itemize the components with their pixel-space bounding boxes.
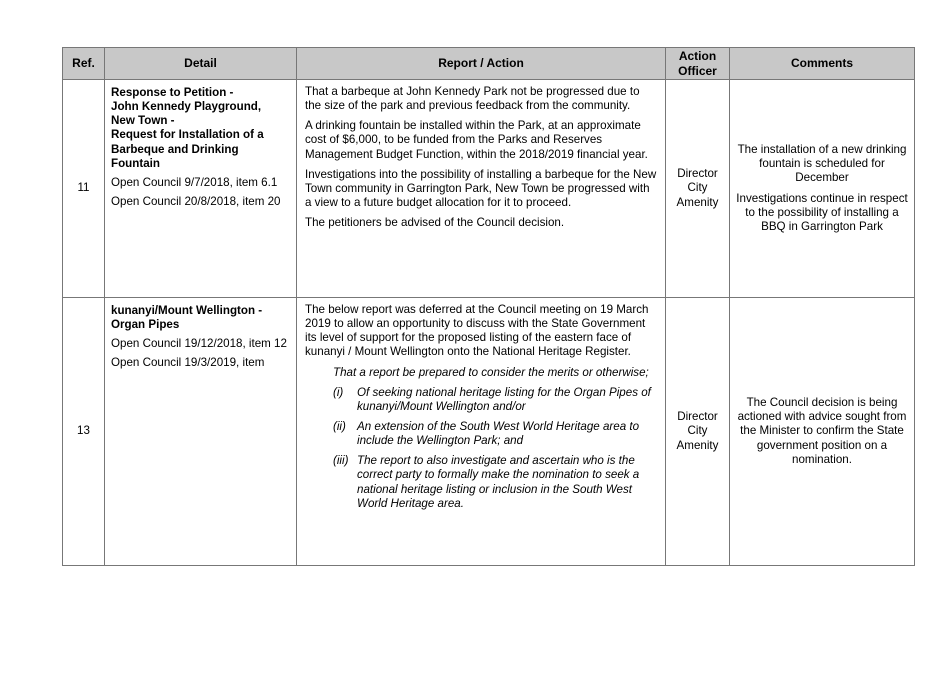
ref-cell: 13 [63,298,105,566]
report-action-cell [297,80,666,298]
ref-cell: 11 [63,80,105,298]
detail-title [111,304,290,332]
table-header-row [63,48,915,80]
comment-paragraph: The Council decision is being actioned with advice sought from the Minister to confirm the State government position on a nomination. [737,396,907,466]
officer-line: City [687,424,708,438]
comment-paragraph: The installation of a new drinking fountain is scheduled for December [737,143,907,185]
table-row [63,80,915,298]
meeting-reference: Open Council 19/12/2018, item 12 [111,337,287,351]
resolution-item-number: (iii) [333,454,349,468]
officer-line: Amenity [676,438,719,452]
report-paragraph: Investigations into the possibility of installing a barbeque for the New Town community in Garrington Park, New Town be progressed with a view to a future budget allocation for it to proceed. [305,167,657,209]
detail-title-line: Organ Pipes [111,318,180,332]
resolution-item [333,420,657,448]
report-paragraph: That a barbeque at John Kennedy Park not be progressed due to the size of the park and previous feedback from the community. [305,85,640,113]
officer-line: Amenity [676,195,719,209]
comments-cell [730,298,915,566]
resolution-item [333,386,657,414]
detail-title-line: John Kennedy Playground, [111,100,262,114]
resolution-item-text: The report to also investigate and ascertain who is the correct party to formally make the nomination to seek a national heritage listing or inclusion in the South West World Heritage area. [357,454,640,510]
header-action-officer [666,48,730,80]
resolution-block [305,366,657,511]
meeting-reference: Open Council 9/7/2018, item 6.1 [111,175,278,189]
header-action-officer-line2: Officer [678,63,717,78]
report-action-cell [297,298,666,566]
officer-line: Director [677,167,718,181]
detail-title [111,86,290,171]
detail-title-line: Response to Petition - [111,86,234,99]
detail-title-line: Barbeque and Drinking [111,142,239,156]
action-table-container [62,47,914,566]
action-officer-cell [666,298,730,566]
table-row [63,298,915,566]
resolution-intro: That a report be prepared to consider the merits or otherwise; [333,365,649,379]
resolution-item-number: (i) [333,385,344,399]
comment-paragraph: Investigations continue in respect to the possibility of installing a BBQ in Garrington Park [736,191,908,233]
report-paragraph: A drinking fountain be installed within the Park, at an approximate cost of $6,000, to be funded from the Parks and Reserves Management Budget Function, within the 2018/2019 financial year. [305,119,648,161]
comments-cell [730,80,915,298]
resolution-item-number: (ii) [333,419,346,433]
header-action-officer-line1: Action [678,48,717,63]
officer-line: Director [677,410,718,424]
detail-cell [105,80,297,298]
resolution-item-text: Of seeking national heritage listing for the Organ Pipes of kunanyi/Mount Wellington and/or [357,385,651,413]
detail-title-line: Request for Installation of a [111,128,264,142]
detail-cell [105,298,297,566]
report-paragraph: The petitioners be advised of the Council decision. [305,216,565,230]
header-report-action: Report / Action [297,48,666,80]
resolution-item [333,454,657,511]
detail-title-line: Fountain [111,156,160,170]
officer-line: City [687,181,708,195]
resolution-item-text: An extension of the South West World Heritage area to include the Wellington Park; and [357,419,640,448]
header-comments: Comments [730,48,915,80]
action-table [62,47,915,566]
report-intro-paragraph: The below report was deferred at the Council meeting on 19 March 2019 to allow an opportunity to discuss with the State Government its level of support for the proposed listing of the eastern face of kunanyi / Mount Wellington onto the National Heritage Register. [305,303,649,359]
header-ref: Ref. [63,48,105,80]
detail-title-line: kunanyi/Mount Wellington - [111,304,263,317]
header-detail: Detail [105,48,297,80]
meeting-reference: Open Council 19/3/2019, item [111,356,265,370]
detail-title-line: New Town - [111,114,175,128]
action-officer-cell [666,80,730,298]
meeting-reference: Open Council 20/8/2018, item 20 [111,194,281,208]
